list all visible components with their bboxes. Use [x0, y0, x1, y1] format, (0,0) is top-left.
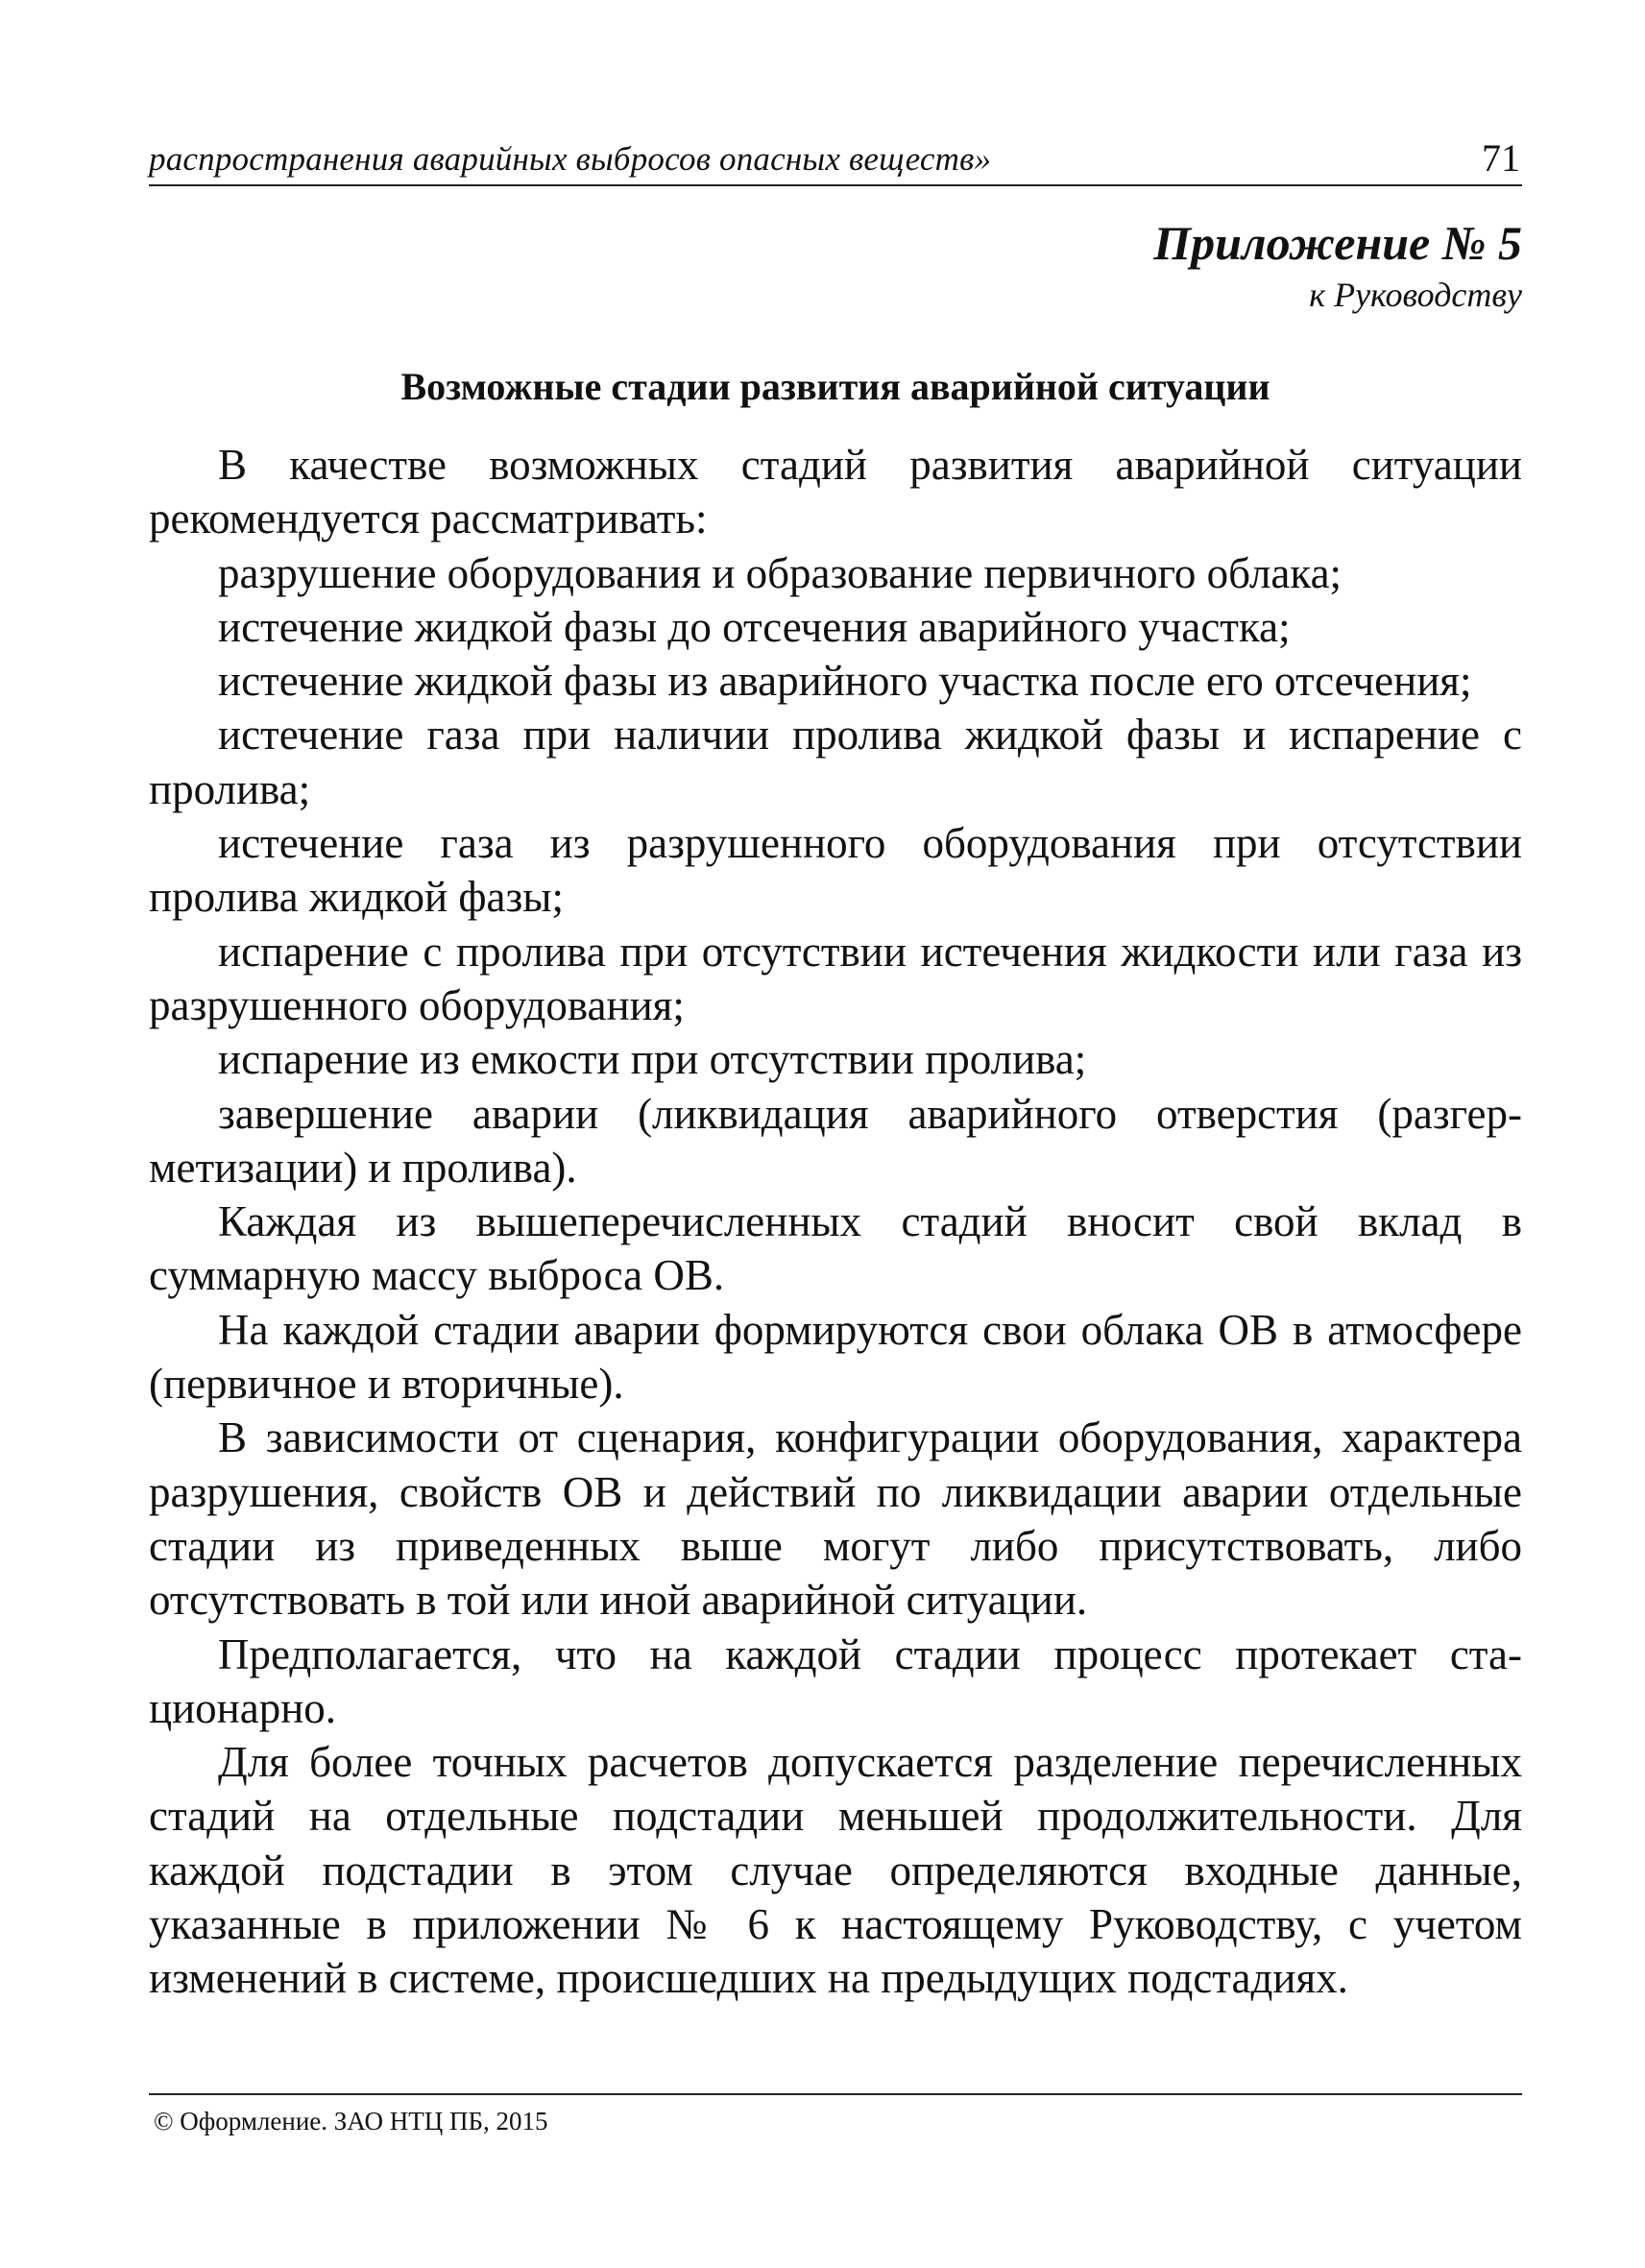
appendix-subtitle: к Руководству — [1309, 276, 1522, 314]
list-item: истечение газа из разрушенного оборудования при отсутствии пролива жидкой фазы; — [149, 819, 1522, 922]
running-header — [149, 134, 1522, 186]
list-item: истечение газа при наличии пролива жидкой фазы и испарение с пролива; — [149, 711, 1522, 813]
footer-divider — [149, 2093, 1522, 2095]
list-item: истечение жидкой фазы до отсечения аварийного участка; — [218, 602, 1291, 651]
appendix-title: Приложение № 5 — [1153, 216, 1522, 270]
list-item: испарение с пролива при отсутствии истечения жидкости или газа из разрушенного оборудования; — [149, 927, 1522, 1029]
list-item: завершение аварии (ликвидация аварийного отверстия (разгерметизации) и пролива). — [149, 1089, 1522, 1192]
page-number: 71 — [1482, 136, 1520, 180]
paragraph: В зависимости от сценария, конфигурации оборудования, характера разрушения, свойств ОВ и действий по ликвидации аварии отдельные стадии из приведенных выше могут либо присутствовать, либо отсутствовать в той или иной аварийной ситуации. — [149, 1413, 1522, 1625]
footer-copyright: © Оформление. ЗАО НТЦ ПБ, 2015 — [154, 2107, 548, 2135]
running-title: распространения аварийных выбросов опасных веществ» — [149, 140, 992, 178]
paragraph: Для более точных расчетов допускается разделение перечисленных стадий на отдельные подстадии меньшей продолжительности. Для каждой подстадии в этом случае определяются входные данные, указанные в приложении № 6 к настоящему Руководству, с учетом изменений в системе, происшедших на предыдущих подстадиях. — [149, 1738, 1522, 2003]
body-text — [149, 438, 1522, 2006]
list-item: испарение из емкости при отсутствии пролива; — [218, 1035, 1087, 1084]
section-title: Возможные стадии развития аварийной ситуации — [400, 365, 1270, 408]
paragraph: Каждая из вышеперечисленных стадий вносит свой вклад в суммарную массу выброса ОВ. — [149, 1197, 1522, 1300]
paragraph: На каждой стадии аварии формируются свои облака ОВ в атмосфере (первичное и вторичные). — [149, 1305, 1522, 1409]
list-item: разрушение оборудования и образование первичного облака; — [218, 548, 1343, 597]
appendix-label — [1153, 213, 1522, 317]
list-item: истечение жидкой фазы из аварийного участка после его отсечения; — [218, 657, 1472, 706]
paragraph-intro: В качестве возможных стадий развития аварийной ситуации рекомендуется рассматривать: — [149, 441, 1522, 543]
paragraph: Предполагается, что на каждой стадии процесс протекает стационарно. — [149, 1629, 1522, 1732]
